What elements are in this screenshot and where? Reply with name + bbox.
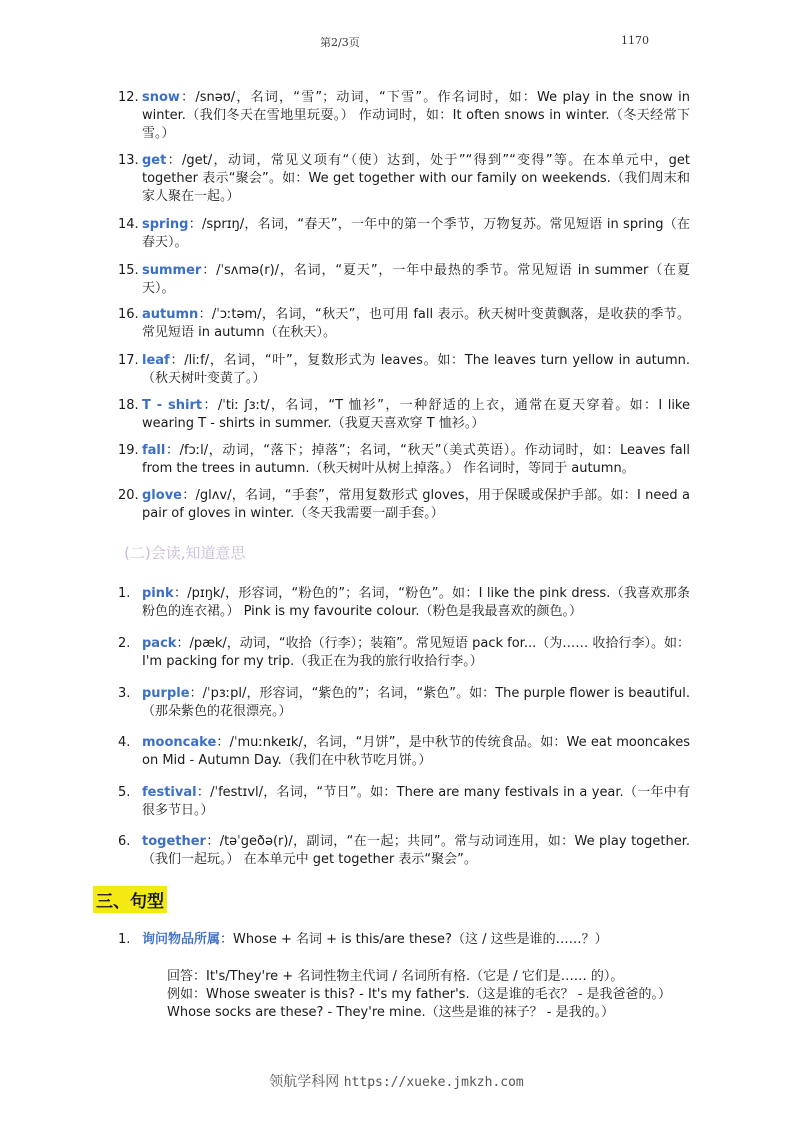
entry-number: 3. <box>118 686 131 701</box>
example-line: Whose socks are these? - They're mine.（这些是谁的袜子？ - 是我的。） <box>167 1005 615 1020</box>
vocab-term: pack <box>142 636 177 651</box>
vocab-entry <box>118 784 690 820</box>
entry-number: 19. <box>118 443 139 458</box>
entry-number: 1. <box>118 586 131 601</box>
vocab-term: purple <box>142 686 190 701</box>
vocab-term: T - shirt <box>142 398 203 413</box>
vocab-entry <box>118 734 690 770</box>
section-title: 三、句型 <box>93 886 167 913</box>
vocab-entry <box>118 585 690 621</box>
entry-number: 13. <box>118 153 139 168</box>
entry-text: /ˈmuːnkeɪk/，名词，“月饼”，是中秋节的传统食品。如：We eat mooncakes on Mid - Autumn Day.（我们在中秋节吃月饼。） <box>142 735 690 768</box>
term-separator: ： <box>176 636 190 651</box>
entry-number: 18. <box>118 398 139 413</box>
vocab-term: together <box>142 834 206 849</box>
entry-number: 14. <box>118 217 139 232</box>
entry-text: /fɔːl/，动词，“落下；掉落”；名词，“秋天”（美式英语）。作动词时，如：Leaves fall from the trees in autumn.（秋天树叶从树上掉落。） 作名词时，等同于 autumn。 <box>142 443 690 476</box>
vocab-term: snow <box>142 90 180 105</box>
vocab-term: glove <box>142 488 182 503</box>
vocab-entry <box>118 685 690 721</box>
vocab-entry <box>118 216 690 252</box>
entry-text: /ˈpɜːpl/，形容词，“紫色的”；名词，“紫色”。如：The purple flower is beautiful.（那朵紫色的花很漂亮。） <box>142 686 690 719</box>
vocab-term: summer <box>142 263 202 278</box>
entry-text: /ˈtiː ʃɜːt/，名词，“T 恤衫”，一种舒适的上衣，通常在夏天穿着。如：I like wearing T - shirts in summer.（我夏天喜欢穿 T 恤衫。） <box>142 398 690 431</box>
term-separator: ： <box>188 217 202 232</box>
entry-text: /liːf/，名词，“叶”，复数形式为 leaves。如：The leaves turn yellow in autumn.（秋天树叶变黄了。） <box>142 353 690 386</box>
subheading: (二)会读,知道意思 <box>124 544 246 562</box>
term-separator: ： <box>216 735 230 750</box>
document-number: 1170 <box>621 34 649 47</box>
term-separator: ： <box>189 686 203 701</box>
vocab-entry <box>118 152 690 206</box>
answer-line: 回答：It's/They're + 名词性物主代词 / 名词所有格.（它是 / 它们是…… 的）。 <box>167 969 624 984</box>
term-separator: ： <box>220 932 234 947</box>
entry-text: /pɪŋk/，形容词，“粉色的”；名词，“粉色”。如：I like the pink dress.（我喜欢那条粉色的连衣裙。） Pink is my favourite colour.（粉色是我最喜欢的颜色。） <box>142 586 690 619</box>
vocab-entry <box>118 833 690 869</box>
term-separator: ： <box>201 263 217 278</box>
entry-number: 16. <box>118 307 139 322</box>
vocab-term: leaf <box>142 353 170 368</box>
example-line: 例如：Whose sweater is this? - It's my father's.（这是谁的毛衣？ - 是我爸爸的。） <box>167 987 672 1002</box>
answer-block <box>167 968 697 1022</box>
term-separator: ： <box>173 586 188 601</box>
entry-number: 4. <box>118 735 131 750</box>
vocab-entry <box>118 397 690 433</box>
pattern-term: 询问物品所属 <box>142 932 221 947</box>
entry-text: /sprɪŋ/，名词，“春天”，一年中的第一个季节，万物复苏。常见短语 in spring（在春天）。 <box>142 217 690 250</box>
entry-text: /ˈɔːtəm/，名词，“秋天”，也可用 fall 表示。秋天树叶变黄飘落，是收获的季节。常见短语 in autumn（在秋天）。 <box>142 307 690 340</box>
vocab-term: festival <box>142 785 197 800</box>
vocab-entry <box>118 89 690 143</box>
entry-number: 12. <box>118 90 139 105</box>
sentence-pattern-entry <box>118 931 690 949</box>
term-separator: ： <box>181 488 196 503</box>
term-separator: ： <box>202 398 218 413</box>
term-separator: ： <box>165 443 180 458</box>
entry-number: 6. <box>118 834 131 849</box>
vocab-term: fall <box>142 443 166 458</box>
entry-text: /pæk/，动词，“收拾（行李）；装箱”。常见短语 pack for...（为…… 收拾行李）。如：I'm packing for my trip.（我正在为我的旅行收拾行李。） <box>142 636 690 669</box>
vocab-entry <box>118 442 690 478</box>
entry-text: /təˈgeðə(r)/，副词，“在一起；共同”。常与动词连用，如：We play together.（我们一起玩。） 在本单元中 get together 表示“聚会”。 <box>142 834 690 867</box>
vocab-entry <box>118 262 690 298</box>
vocab-term: spring <box>142 217 189 232</box>
entry-text: /glʌv/，名词，“手套”，常用复数形式 gloves，用于保暖或保护手部。如：I need a pair of gloves in winter.（冬天我需要一副手套。） <box>142 488 690 521</box>
term-separator: ： <box>196 785 211 800</box>
vocab-entry <box>118 306 690 342</box>
entry-number: 15. <box>118 263 139 278</box>
entry-number: 5. <box>118 785 131 800</box>
term-separator: ： <box>198 307 212 322</box>
entry-text: Whose + 名词 + is this/are these?（这 / 这些是谁的……？） <box>233 932 608 947</box>
term-separator: ： <box>179 90 196 105</box>
term-separator: ： <box>166 153 183 168</box>
footer-site-name: 领航学科网 <box>269 1074 340 1090</box>
vocab-term: autumn <box>142 307 199 322</box>
entry-number: 2. <box>118 636 131 651</box>
vocab-term: get <box>142 153 167 168</box>
vocab-entry <box>118 352 690 388</box>
vocab-term: mooncake <box>142 735 217 750</box>
vocab-term: pink <box>142 586 174 601</box>
footer-url: https://xueke.jmkzh.com <box>343 1075 524 1090</box>
entry-text: /snəʊ/，名词，“雪”；动词，“下雪”。作名词时，如：We play in the snow in winter.（我们冬天在雪地里玩耍。） 作动词时，如：It often snows in winter.（冬天经常下雪。） <box>142 90 690 141</box>
page-indicator: 第2/3页 <box>320 36 360 49</box>
term-separator: ： <box>205 834 220 849</box>
vocab-entry <box>118 487 690 523</box>
vocab-entry <box>118 635 690 671</box>
footer <box>0 1071 793 1091</box>
entry-number: 20. <box>118 488 139 503</box>
term-separator: ： <box>169 353 185 368</box>
entry-text: /ˈsʌmə(r)/，名词，“夏天”，一年中最热的季节。常见短语 in summer（在夏天）。 <box>142 263 690 296</box>
entry-text: /get/，动词，常见义项有“（使）达到，处于”“得到”“变得”等。在本单元中，get together 表示“聚会”。如：We get together with our family on weekends.（我们周末和家人聚在一起。） <box>142 153 690 204</box>
entry-text: /ˈfestɪvl/，名词，“节日”。如：There are many festivals in a year.（一年中有很多节日。） <box>142 785 690 818</box>
entry-number: 17. <box>118 353 139 368</box>
entry-number: 1. <box>118 932 131 947</box>
